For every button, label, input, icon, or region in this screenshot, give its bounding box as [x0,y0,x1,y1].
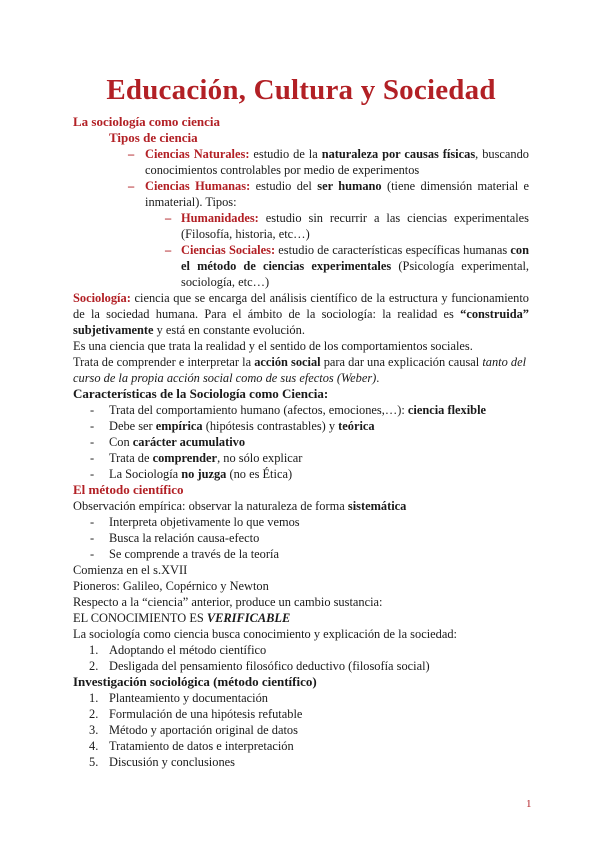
item-humanidades: – Humanidades: estudio sin recurrir a las ciencias experimentales (Filosofía, historia, etc…) [165,211,529,241]
definition-sociologia: Sociología: ciencia que se encarga del análisis científico de la estructura y funcionamiento de la sociedad humana. Para el ámbito de la sociología: la realidad es “construida” subjetivamente y está en constante evolución. [73,291,529,337]
numbered-item: 5. Discusión y conclusiones [89,755,235,769]
numbered-item: 4. Tratamiento de datos e interpretación [89,739,294,753]
document-body [73,114,529,770]
heading-investigacion: Investigación sociológica (método científico) [73,674,317,689]
numbered-item: 2. Desligada del pensamiento filosófico deductivo (filosofía social) [89,659,430,673]
paragraph-respecto: Respecto a la “ciencia” anterior, produce un cambio sustancia: [73,595,383,609]
section-heading-sociologia-ciencia: La sociología como ciencia [73,114,220,129]
page-number: 1 [526,798,532,810]
item-ciencias-sociales: – Ciencias Sociales: estudio de características específicas humanas con el método de ciencias experimentales (Psicología experimental, sociología, etc…) [165,243,529,289]
list-item: - Se comprende a través de la teoría [90,547,279,561]
numbered-item: 1. Planteamiento y documentación [89,691,268,705]
subheading-tipos-ciencia: Tipos de ciencia [109,130,198,145]
list-item: - La Sociología no juzga (no es Ética) [90,467,293,481]
list-item: - Debe ser empírica (hipótesis contrastables) y teórica [90,419,375,433]
paragraph-comienza: Comienza en el s.XVII [73,563,188,577]
numbered-item: 1. Adoptando el método científico [89,643,267,657]
item-ciencias-humanas: – Ciencias Humanas: estudio del ser humano (tiene dimensión material e inmaterial). Tipos: [128,179,530,209]
paragraph-verificable: EL CONOCIMIENTO ES VERIFICABLE [73,611,291,625]
heading-caracteristicas: Características de la Sociología como Ciencia: [73,386,329,401]
paragraph-sociologia-busca: La sociología como ciencia busca conocimiento y explicación de la sociedad: [73,627,457,641]
list-item: - Con carácter acumulativo [90,435,246,449]
paragraph-pioneros: Pioneros: Galileo, Copérnico y Newton [73,579,269,593]
item-ciencias-naturales: – Ciencias Naturales: estudio de la naturaleza por causas físicas, buscando conocimientos controlables por medio de experimentos [128,147,529,177]
paragraph-realidad: Es una ciencia que trata la realidad y el sentido de los comportamientos sociales. [73,339,473,353]
numbered-item: 2. Formulación de una hipótesis refutable [89,707,303,721]
numbered-item: 3. Método y aportación original de datos [89,723,298,737]
list-item: - Busca la relación causa-efecto [90,531,260,545]
list-item: - Interpreta objetivamente lo que vemos [90,515,300,529]
section-heading-metodo-cientifico: El método científico [73,482,184,497]
list-item: - Trata de comprender, no sólo explicar [90,451,303,465]
page-title: Educación, Cultura y Sociedad [106,74,496,106]
list-item: - Trata del comportamiento humano (afectos, emociones,…): ciencia flexible [90,403,487,417]
paragraph-accion-social: Trata de comprender e interpretar la acción social para dar una explicación causal tanto del curso de la propia acción social como de sus efectos (Weber). [73,355,527,385]
paragraph-observacion: Observación empírica: observar la naturaleza de forma sistemática [73,499,407,513]
